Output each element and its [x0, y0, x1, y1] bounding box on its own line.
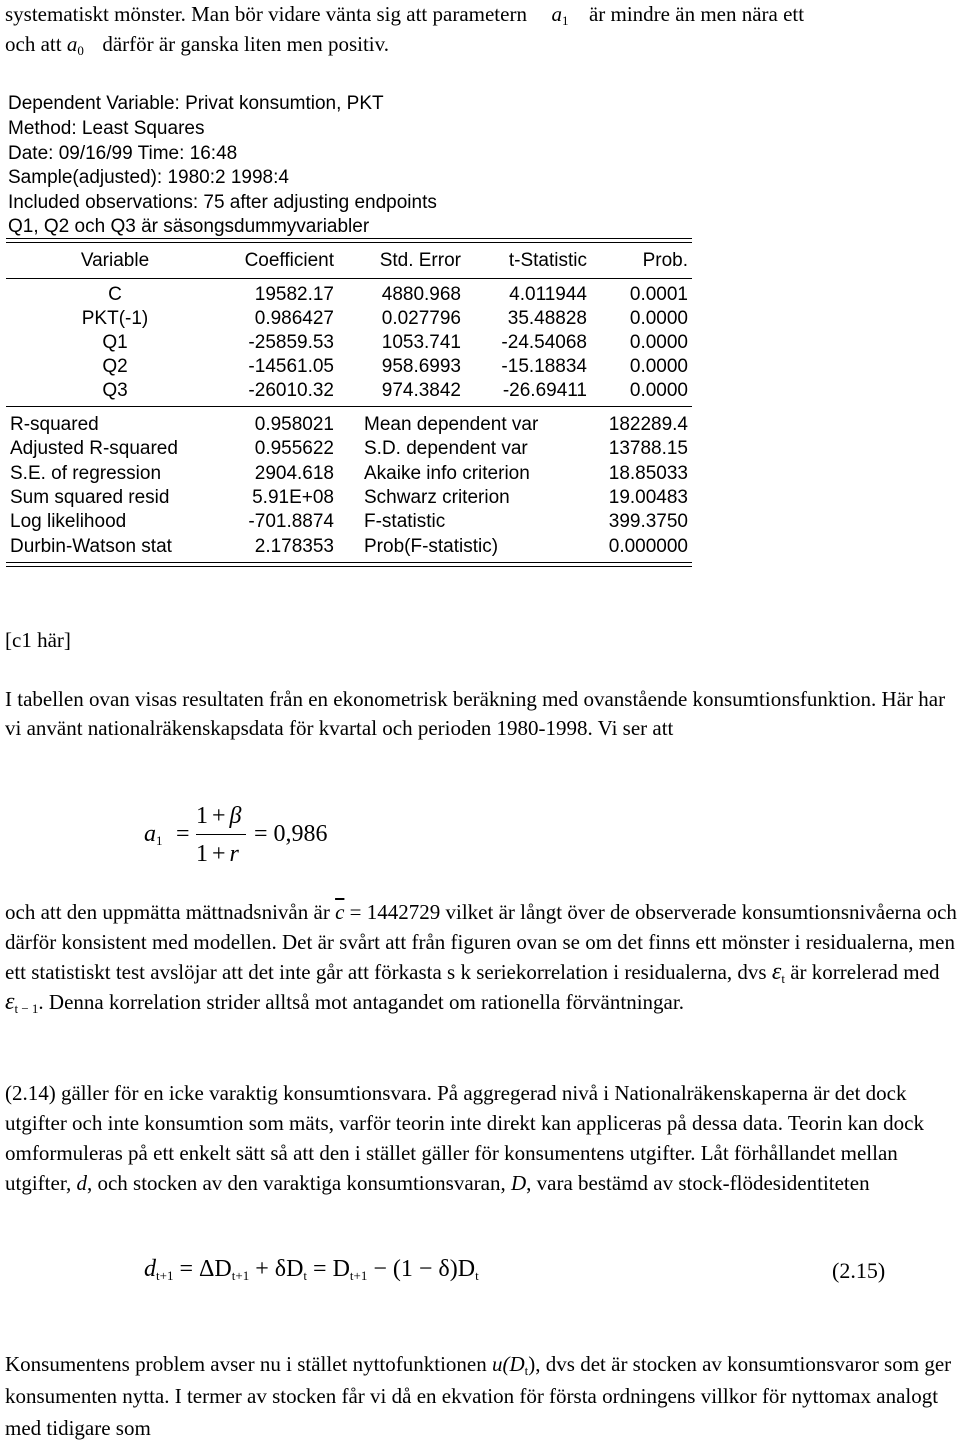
- t-statistic-value: -26.69411: [502, 380, 587, 401]
- table-rule: [6, 238, 692, 239]
- stat-value: -701.8874: [248, 511, 334, 532]
- table-rule: [6, 562, 692, 563]
- std-error-value: 4880.968: [381, 284, 461, 305]
- output-header-line: Method: Least Squares: [8, 118, 205, 139]
- std-error-value: 974.3842: [381, 380, 461, 401]
- variable-name: Q3: [102, 380, 128, 401]
- output-header-line: Dependent Variable: Privat konsumtion, PKT: [8, 93, 384, 114]
- stat-label: Durbin-Watson stat: [10, 536, 172, 557]
- table-rule: [6, 242, 692, 243]
- prob-value: 0.0000: [629, 380, 688, 401]
- output-header-line: Date: 09/16/99 Time: 16:48: [8, 143, 238, 164]
- variable-name: Q2: [102, 356, 128, 377]
- stat-value: 0.000000: [608, 536, 688, 557]
- stat-label: R-squared: [10, 414, 99, 435]
- paragraph: (2.14) gäller för en icke varaktig konsumtionsvara. På aggregerad nivå i Nationalräkenskaperna är det dock utgifter och inte konsumtion som mäts, varför teorin inte direkt kan appliceras på dessa data. Teorin kan dock omformuleras på ett enkelt sätt så att den i stället gäller för konsumentens utgifter. Låt förhållandet mellan utgifter, d, och stocken av den varaktiga konsumtionsvaran, D, vara bestämd av stock-flödesidentiteten: [5, 1081, 924, 1195]
- t-statistic-value: 4.011944: [509, 284, 587, 305]
- stat-value: 2904.618: [254, 463, 334, 484]
- stat-value: 0.955622: [254, 438, 334, 459]
- intro-line-1: systematiskt mönster. Man bör vidare vänta sig att parametern $a_1$ är mindre än men nära ett: [5, 2, 805, 28]
- col-header-t-statistic: t-Statistic: [508, 250, 587, 271]
- paragraph: I tabellen ovan visas resultaten från en ekonometrisk beräkning med ovanstående konsumtionsfunktion. Här har vi använt nationalräkenskapsdata för kvartal och perioden 1980-1998. Vi ser att: [5, 687, 946, 740]
- stat-label: S.D. dependent var: [364, 438, 528, 459]
- std-error-value: 0.027796: [381, 308, 461, 329]
- output-header-line: Sample(adjusted): 1980:2 1998:4: [8, 167, 289, 188]
- eq-numerator: 1 + β: [196, 803, 242, 829]
- stat-value: 5.91E+08: [252, 487, 334, 508]
- eq-equals: =: [176, 821, 190, 847]
- col-header-coefficient: Coefficient: [244, 250, 334, 271]
- output-header-line: Included observations: 75 after adjusting endpoints: [8, 192, 437, 213]
- prob-value: 0.0000: [629, 308, 688, 329]
- eq-lhs: $a_1$: [144, 821, 163, 848]
- output-header-line: Q1, Q2 och Q3 är säsongsdummyvariabler: [8, 216, 370, 237]
- stat-value: 182289.4: [608, 414, 688, 435]
- col-header-prob: Prob.: [642, 250, 688, 271]
- stat-value: 13788.15: [608, 438, 688, 459]
- paragraph: Konsumentens problem avser nu i stället nyttofunktionen $u(D_t)$, dvs det är stocken av konsumtionsvaror som ger konsumenten nytta. I termer av stocken får vi då en ekvation för första ordningens villkor för nyttomax analogt med tidigare som: [5, 1352, 952, 1440]
- stat-label: Log likelihood: [10, 511, 127, 532]
- stat-label: Mean dependent var: [364, 414, 539, 435]
- col-header-variable: Variable: [80, 250, 150, 271]
- stat-value: 18.85033: [608, 463, 688, 484]
- t-statistic-value: -15.18834: [501, 356, 587, 377]
- stat-label: Akaike info criterion: [364, 463, 530, 484]
- stat-label: Prob(F-statistic): [364, 536, 499, 557]
- coefficient-value: -14561.05: [248, 356, 334, 377]
- table-rule: [6, 406, 692, 407]
- fraction-bar: [196, 834, 246, 835]
- equation-number: (2.15): [832, 1258, 886, 1283]
- std-error-value: 1053.741: [381, 332, 461, 353]
- stat-label: Schwarz criterion: [364, 487, 510, 508]
- variable-name: C: [108, 284, 122, 305]
- stat-value: 2.178353: [254, 536, 334, 557]
- std-error-value: 958.6993: [381, 356, 461, 377]
- intro-line-2: och att $a_0$ därför är ganska liten men positiv.: [5, 32, 390, 58]
- prob-value: 0.0000: [629, 332, 688, 353]
- eq-rhs: = 0,986: [254, 821, 328, 847]
- t-statistic-value: -24.54068: [501, 332, 587, 353]
- eq-denominator: 1 + r: [196, 841, 239, 867]
- prob-value: 0.0000: [629, 356, 688, 377]
- stat-label: S.E. of regression: [10, 463, 162, 484]
- coefficient-value: -25859.53: [248, 332, 334, 353]
- stat-label: F-statistic: [364, 511, 446, 532]
- stat-label: Adjusted R-squared: [10, 438, 178, 459]
- variable-name: Q1: [102, 332, 128, 353]
- stat-value: 0.958021: [254, 414, 334, 435]
- coefficient-value: 0.986427: [254, 308, 334, 329]
- placeholder-text: [c1 här]: [5, 628, 71, 652]
- paragraph: och att den uppmätta mättnadsnivån är $\overline{c} = 1442729$ vilket är långt över de observerade konsumtionsnivåerna och därför konsistent med modellen. Det är svårt att från figuren ovan se om det finns ett mönster i residualerna, men ett statistiskt test avslöjar att det inte går att förkasta s k seriekorrelation i residualerna, dvs $\varepsilon_t$ är korrelerad med $\varepsilon_{t - 1}$. Denna korrelation strider alltså mot antagandet om rationella förväntningar.: [5, 900, 957, 1016]
- variable-name: PKT(-1): [81, 308, 149, 329]
- table-rule: [6, 566, 692, 567]
- coefficient-value: -26010.32: [248, 380, 334, 401]
- table-rule: [6, 278, 692, 279]
- coefficient-value: 19582.17: [254, 284, 334, 305]
- t-statistic-value: 35.48828: [507, 308, 587, 329]
- eq-body: $d_{t+1} = \Delta D_{t+1} + \delta D_t = D_{t+1} - (1 - \delta)D_t$: [144, 1256, 479, 1283]
- prob-value: 0.0001: [629, 284, 688, 305]
- col-header-std-error: Std. Error: [379, 250, 461, 271]
- stat-value: 19.00483: [608, 487, 688, 508]
- stat-label: Sum squared resid: [10, 487, 170, 508]
- stat-value: 399.3750: [608, 511, 688, 532]
